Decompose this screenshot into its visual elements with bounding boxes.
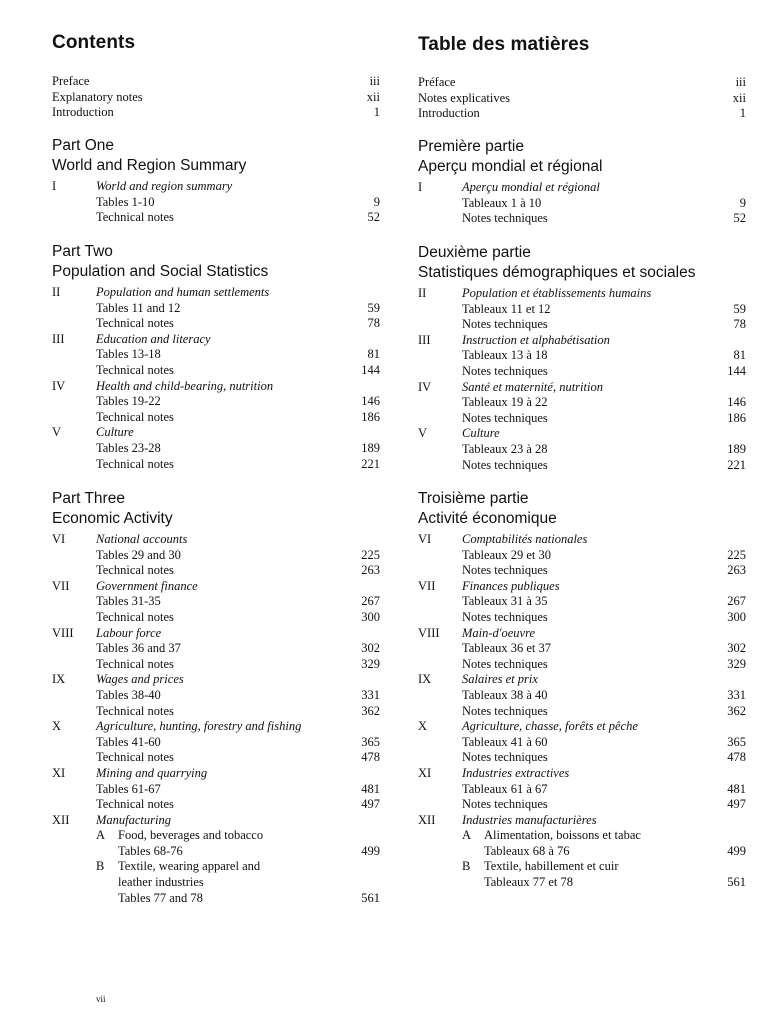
toc-entry[interactable]: Explanatory notes xii bbox=[52, 89, 380, 104]
page-number: vii bbox=[96, 994, 106, 1004]
tables-entry[interactable]: Tableaux 29 et 30 225 bbox=[462, 547, 746, 562]
chapter-title[interactable]: X Agriculture, chasse, forêts et pêche bbox=[418, 719, 638, 734]
french-part-one bbox=[418, 137, 746, 227]
tables-entry[interactable]: Tables 13-18 81 bbox=[96, 347, 380, 362]
french-part-three bbox=[418, 489, 746, 891]
notes-entry[interactable]: Technical notes 221 bbox=[96, 456, 380, 471]
tables-entry[interactable]: Tableaux 31 à 35 267 bbox=[462, 594, 746, 609]
chapter-title[interactable]: V Culture bbox=[52, 425, 134, 440]
notes-entry[interactable]: Notes techniques 497 bbox=[462, 797, 746, 812]
notes-entry[interactable]: Technical notes 186 bbox=[96, 409, 380, 424]
notes-entry[interactable]: Notes techniques 221 bbox=[462, 457, 746, 472]
tables-entry[interactable]: Tableaux 68 à 76 499 bbox=[484, 843, 746, 858]
tables-entry[interactable]: Tableaux 36 et 37 302 bbox=[462, 641, 746, 656]
notes-entry[interactable]: Technical notes 497 bbox=[96, 797, 380, 812]
subsection-entry[interactable]: B Textile, habillement et cuir bbox=[462, 859, 619, 874]
french-part-two bbox=[418, 243, 746, 473]
english-front-matter bbox=[52, 74, 380, 121]
notes-entry[interactable]: Notes techniques 362 bbox=[462, 703, 746, 718]
tables-entry[interactable]: Tables 31-35 267 bbox=[96, 594, 380, 609]
part-heading: Part Three Economic Activity bbox=[52, 490, 173, 527]
toc-entry[interactable]: Introduction 1 bbox=[52, 105, 380, 120]
tables-entry[interactable]: Tableaux 38 à 40 331 bbox=[462, 687, 746, 702]
tables-entry[interactable]: Tableaux 19 à 22 146 bbox=[462, 395, 746, 410]
chapter-title[interactable]: VIII Main-d'oeuvre bbox=[418, 625, 536, 640]
tables-entry[interactable]: Tables 29 and 30 225 bbox=[96, 547, 380, 562]
chapter-title[interactable]: X Agriculture, hunting, forestry and fishing bbox=[52, 719, 302, 734]
chapter-title[interactable]: VII Government finance bbox=[52, 578, 198, 593]
subsection-entry[interactable]: B Textile, wearing apparel and bbox=[96, 859, 261, 874]
part-heading: Part One World and Region Summary bbox=[52, 137, 247, 174]
tables-entry[interactable]: Tables 19-22 146 bbox=[96, 394, 380, 409]
toc-entry[interactable]: Préface iii bbox=[418, 75, 746, 89]
chapter-title[interactable]: IV Santé et maternité, nutrition bbox=[418, 379, 603, 394]
notes-entry[interactable]: Notes techniques 478 bbox=[462, 750, 746, 765]
chapter-title[interactable]: I Aperçu mondial et régional bbox=[418, 180, 600, 194]
notes-entry[interactable]: Notes techniques 78 bbox=[462, 317, 746, 332]
part-heading: Première partie Aperçu mondial et régional bbox=[418, 138, 603, 175]
tables-entry[interactable]: Tableaux 13 à 18 81 bbox=[462, 348, 746, 363]
chapter-title[interactable]: VI Comptabilités nationales bbox=[418, 532, 588, 546]
notes-entry[interactable]: Technical notes 78 bbox=[96, 316, 380, 331]
chapter-title[interactable]: III Instruction et alphabétisation bbox=[418, 332, 610, 347]
toc-entry[interactable]: Preface iii bbox=[52, 74, 380, 88]
chapter-title[interactable]: IV Health and child-bearing, nutrition bbox=[52, 378, 274, 393]
notes-entry[interactable]: Technical notes 263 bbox=[96, 563, 380, 578]
tables-entry[interactable]: Tableaux 77 et 78 561 bbox=[484, 875, 746, 890]
french-front-matter bbox=[418, 75, 746, 122]
english-part-one bbox=[52, 136, 380, 226]
french-title: Table des matières bbox=[418, 34, 590, 55]
chapter-title[interactable]: IX Wages and prices bbox=[52, 672, 184, 687]
notes-entry[interactable]: Notes techniques 329 bbox=[462, 656, 746, 671]
tables-entry[interactable]: Tables 23-28 189 bbox=[96, 440, 380, 455]
tables-entry[interactable]: Tables 61-67 481 bbox=[96, 781, 380, 796]
chapter-title[interactable]: IX Salaires et prix bbox=[418, 672, 538, 687]
notes-entry[interactable]: Notes techniques 263 bbox=[462, 563, 746, 578]
tables-entry[interactable]: Tableaux 41 à 60 365 bbox=[462, 734, 746, 749]
chapter-title[interactable]: VIII Labour force bbox=[52, 625, 162, 640]
part-heading: Part Two Population and Social Statistics bbox=[52, 243, 269, 280]
subsection-entry[interactable]: A Food, beverages and tobacco bbox=[96, 828, 264, 843]
tables-entry[interactable]: Tables 11 and 12 59 bbox=[96, 300, 380, 315]
english-part-three bbox=[52, 489, 380, 906]
chapter-title[interactable]: VI National accounts bbox=[52, 532, 188, 546]
subsection-entry[interactable]: A Alimentation, boissons et tabac bbox=[462, 828, 641, 843]
chapter-title[interactable]: II Population and human settlements bbox=[52, 285, 270, 299]
notes-entry[interactable]: Technical notes 478 bbox=[96, 750, 380, 765]
toc-entry[interactable]: Notes explicatives xii bbox=[418, 90, 746, 105]
notes-entry[interactable]: Technical notes 52 bbox=[96, 210, 380, 225]
chapter-title[interactable]: V Culture bbox=[418, 426, 500, 441]
notes-entry[interactable]: Notes techniques 52 bbox=[462, 211, 746, 226]
tables-entry[interactable]: Tables 36 and 37 302 bbox=[96, 641, 380, 656]
tables-entry[interactable]: Tables 77 and 78 561 bbox=[118, 890, 380, 905]
notes-entry[interactable]: Notes techniques 300 bbox=[462, 609, 746, 624]
toc-entry[interactable]: Introduction 1 bbox=[418, 106, 746, 121]
english-title: Contents bbox=[52, 32, 136, 53]
chapter-title[interactable]: XI Industries extractives bbox=[418, 765, 570, 780]
subsection-entry-continued: leather industries bbox=[118, 875, 204, 890]
chapter-title[interactable]: XII Industries manufacturières bbox=[418, 812, 597, 827]
notes-entry[interactable]: Technical notes 300 bbox=[96, 609, 380, 624]
chapter-title[interactable]: VII Finances publiques bbox=[418, 578, 560, 593]
notes-entry[interactable]: Technical notes 362 bbox=[96, 703, 380, 718]
part-heading: Deuxième partie Statistiques démographiques et sociales bbox=[418, 244, 696, 281]
tables-entry[interactable]: Tableaux 23 à 28 189 bbox=[462, 441, 746, 456]
english-part-two bbox=[52, 242, 380, 472]
part-heading: Troisième partie Activité économique bbox=[418, 490, 557, 527]
chapter-title[interactable]: III Education and literacy bbox=[52, 331, 211, 346]
notes-entry[interactable]: Notes techniques 186 bbox=[462, 410, 746, 425]
tables-entry[interactable]: Tables 68-76 499 bbox=[118, 843, 380, 858]
tables-entry[interactable]: Tableaux 61 à 67 481 bbox=[462, 781, 746, 796]
chapter-title[interactable]: I World and region summary bbox=[52, 179, 233, 193]
chapter-title[interactable]: XII Manufacturing bbox=[52, 812, 171, 827]
tables-entry[interactable]: Tableaux 1 à 10 9 bbox=[462, 195, 746, 210]
tables-entry[interactable]: Tables 38-40 331 bbox=[96, 687, 380, 702]
notes-entry[interactable]: Technical notes 329 bbox=[96, 656, 380, 671]
tables-entry[interactable]: Tables 41-60 365 bbox=[96, 734, 380, 749]
chapter-title[interactable]: II Population et établissements humains bbox=[418, 286, 652, 300]
tables-entry[interactable]: Tableaux 11 et 12 59 bbox=[462, 301, 746, 316]
tables-entry[interactable]: Tables 1-10 9 bbox=[96, 194, 380, 209]
chapter-title[interactable]: XI Mining and quarrying bbox=[52, 765, 208, 780]
notes-entry[interactable]: Notes techniques 144 bbox=[462, 363, 746, 378]
notes-entry[interactable]: Technical notes 144 bbox=[96, 362, 380, 377]
